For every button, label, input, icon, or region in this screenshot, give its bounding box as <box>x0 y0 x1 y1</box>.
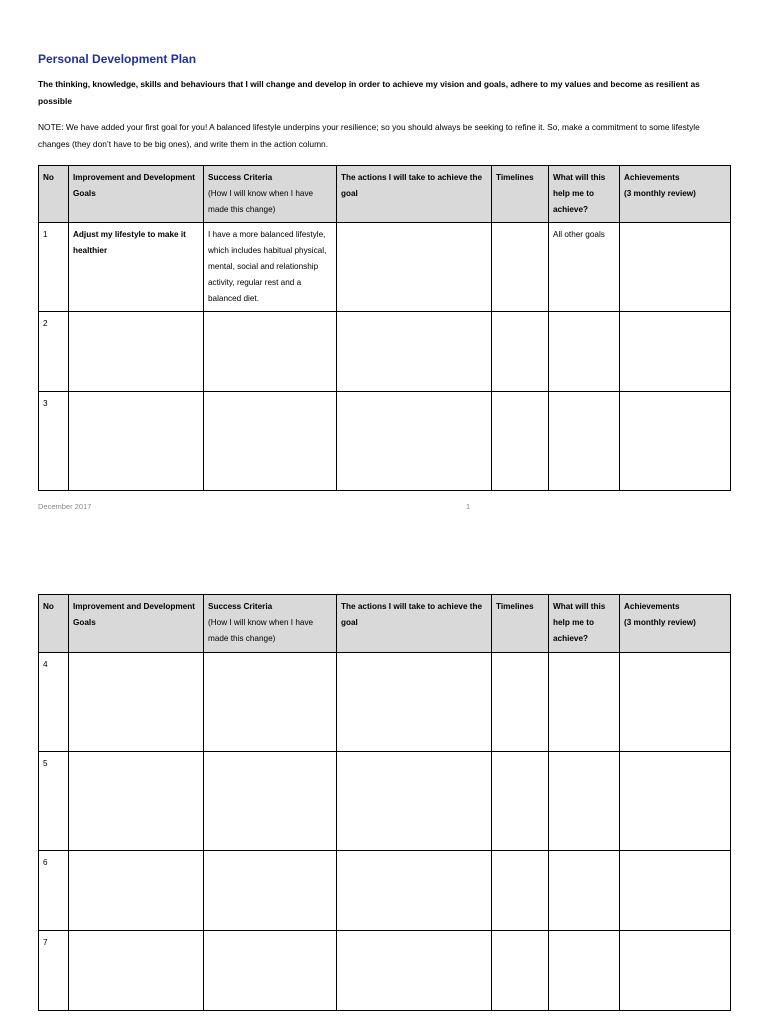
header-achievements-label: Achievements <box>624 173 680 182</box>
help-cell[interactable] <box>549 653 620 752</box>
actions-cell[interactable] <box>337 392 492 491</box>
help-cell[interactable] <box>549 931 620 1011</box>
goal-cell[interactable] <box>69 931 204 1011</box>
goal-cell[interactable] <box>69 851 204 931</box>
header-success <box>204 166 337 223</box>
achievements-cell[interactable] <box>620 653 731 752</box>
footer-page-number: 1 <box>466 502 471 511</box>
timelines-cell[interactable] <box>492 752 549 851</box>
header-no: No <box>39 595 69 653</box>
header-success-sub: (How I will know when I have made this change) <box>208 189 314 214</box>
header-success-sub: (How I will know when I have made this change) <box>208 618 314 643</box>
help-cell[interactable] <box>549 312 620 392</box>
success-cell[interactable] <box>204 752 337 851</box>
header-timelines: Timelines <box>492 595 549 653</box>
actions-cell[interactable] <box>337 851 492 931</box>
success-cell[interactable] <box>204 392 337 491</box>
header-actions: The actions I will take to achieve the goal <box>337 595 492 653</box>
table-row <box>39 752 731 851</box>
help-cell[interactable] <box>549 392 620 491</box>
timelines-cell[interactable] <box>492 653 549 752</box>
plan-table-page-1 <box>38 165 731 491</box>
success-cell[interactable] <box>204 931 337 1011</box>
achievements-cell[interactable] <box>620 392 731 491</box>
help-cell[interactable] <box>549 752 620 851</box>
table-row <box>39 223 731 312</box>
header-actions: The actions I will take to achieve the goal <box>337 166 492 223</box>
actions-cell[interactable] <box>337 223 492 312</box>
success-cell[interactable] <box>204 312 337 392</box>
achievements-cell[interactable] <box>620 931 731 1011</box>
plan-table-page-2 <box>38 594 731 1011</box>
note-text: NOTE: We have added your first goal for you! A balanced lifestyle underpins your resilience; so you should always be seeking to refine it. So, make a commitment to some lifestyle changes (they don’t have to be big ones), and write them in the action column. <box>38 122 700 149</box>
header-success-label: Success Criteria <box>208 602 273 611</box>
row-no: 1 <box>39 223 69 312</box>
goal-cell[interactable] <box>69 752 204 851</box>
goal-cell[interactable] <box>69 653 204 752</box>
goal-cell[interactable] <box>69 312 204 392</box>
table-row <box>39 392 731 491</box>
header-help: What will this help me to achieve? <box>549 166 620 223</box>
actions-cell[interactable] <box>337 312 492 392</box>
header-achievements-label: Achievements <box>624 602 680 611</box>
timelines-cell[interactable] <box>492 851 549 931</box>
achievements-cell[interactable] <box>620 312 731 392</box>
header-timelines: Timelines <box>492 166 549 223</box>
table-header-row <box>39 166 731 223</box>
actions-cell[interactable] <box>337 653 492 752</box>
timelines-cell[interactable] <box>492 312 549 392</box>
header-achievements <box>620 166 731 223</box>
goal-cell[interactable]: Adjust my lifestyle to make it healthier <box>69 223 204 312</box>
row-no: 6 <box>39 851 69 931</box>
table-header-row <box>39 595 731 653</box>
header-success <box>204 595 337 653</box>
table-row <box>39 851 731 931</box>
header-achievements-sub: (3 monthly review) <box>624 618 696 627</box>
document-title: Personal Development Plan <box>38 52 197 66</box>
goal-cell[interactable] <box>69 392 204 491</box>
actions-cell[interactable] <box>337 752 492 851</box>
success-cell[interactable] <box>204 653 337 752</box>
success-cell[interactable]: I have a more balanced lifestyle, which includes habitual physical, mental, social and relationship activity, regular rest and a balanced diet. <box>204 223 337 312</box>
timelines-cell[interactable] <box>492 931 549 1011</box>
help-cell[interactable]: All other goals <box>549 223 620 312</box>
header-achievements-sub: (3 monthly review) <box>624 189 696 198</box>
header-goals: Improvement and Development Goals <box>69 595 204 653</box>
row-no: 2 <box>39 312 69 392</box>
header-achievements <box>620 595 731 653</box>
row-no: 5 <box>39 752 69 851</box>
success-cell[interactable] <box>204 851 337 931</box>
footer-date: December 2017 <box>38 502 92 511</box>
actions-cell[interactable] <box>337 931 492 1011</box>
timelines-cell[interactable] <box>492 392 549 491</box>
timelines-cell[interactable] <box>492 223 549 312</box>
header-goals: Improvement and Development Goals <box>69 166 204 223</box>
header-success-label: Success Criteria <box>208 173 273 182</box>
help-cell[interactable] <box>549 851 620 931</box>
row-no: 4 <box>39 653 69 752</box>
intro-text: The thinking, knowledge, skills and behaviours that I will change and develop in order to achieve my vision and goals, adhere to my values and become as resilient as possible <box>38 79 700 106</box>
header-help: What will this help me to achieve? <box>549 595 620 653</box>
achievements-cell[interactable] <box>620 752 731 851</box>
achievements-cell[interactable] <box>620 223 731 312</box>
achievements-cell[interactable] <box>620 851 731 931</box>
row-no: 7 <box>39 931 69 1011</box>
header-no: No <box>39 166 69 223</box>
table-row <box>39 312 731 392</box>
row-no: 3 <box>39 392 69 491</box>
table-row <box>39 653 731 752</box>
table-row <box>39 931 731 1011</box>
